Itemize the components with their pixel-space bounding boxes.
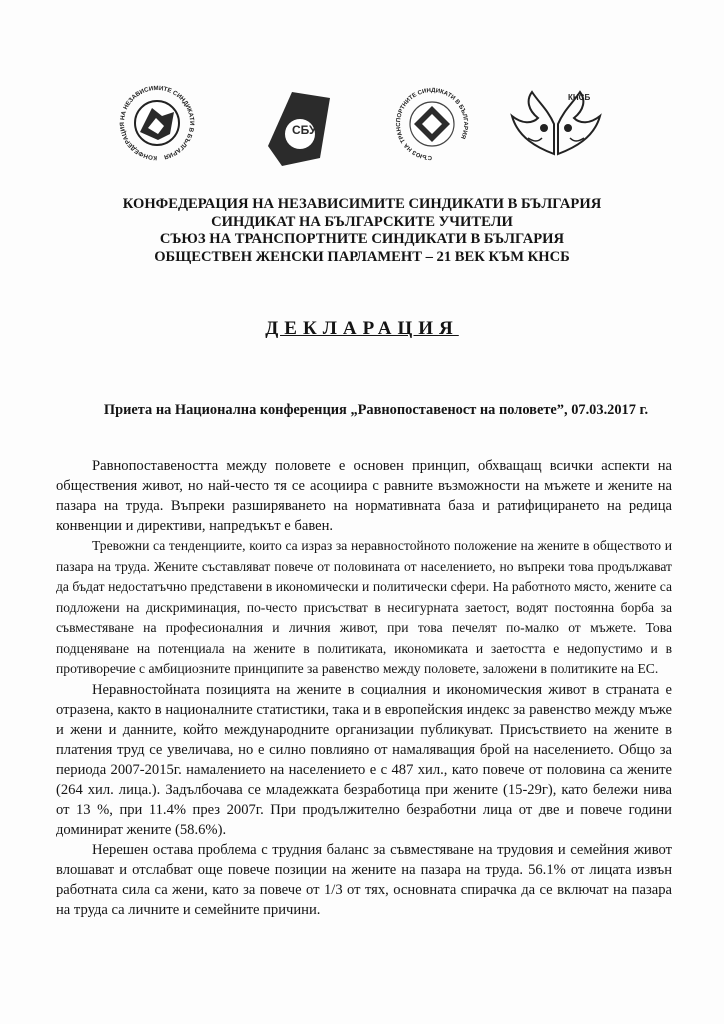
organization-line: СИНДИКАТ НА БЪЛГАРСКИТЕ УЧИТЕЛИ <box>211 213 513 230</box>
stsb-logo-text: СЪЮЗ НА ТРАНСПОРТНИТЕ СИНДИКАТИ В БЪЛГАРИЯ <box>396 87 469 161</box>
body-paragraph: Нерешен остава проблема с трудния баланс за съвместяване на трудовия и семейния живот влошават и отслабват още повече позиции на жените на пазара на труда. 56.1% от лицата извън работната сила са жени, като за повече от 1/3 от тях, основната спирачка да се включат на пазара на труда са личните и семейните причини. <box>56 841 672 918</box>
document-title: ДЕКЛАРАЦИЯ <box>265 318 459 339</box>
organization-line: ОБЩЕСТВЕН ЖЕНСКИ ПАРЛАМЕНТ – 21 ВЕК КЪМ КНСБ <box>154 248 570 265</box>
sbu-logo <box>262 88 334 170</box>
organizations-header <box>0 196 724 266</box>
body-paragraph: Равнопоставеността между половете е основен принцип, обхващащ всички аспекти на обществения живот, но най-често тя се асоциира с равните възможности на мъжете и жените на пазара на труда. Въпреки разширяването на нормативната база и ратифицирането на редица конвенции и директиви, напредъкът е бавен. <box>56 458 672 534</box>
body-paragraph: Неравностойната позицията на жените в социалния и икономическия живот в страната е отразена, както в националните статистики, така и в европейския индекс за равенство между мъже и жени и данните, който международните организации публикуват. Присъствието на жените в платения труд се увеличава, но е силно повлияно от намаляващия брой на населението. Общо за периода 2007-2015г. намалението на населението е с 487 хил., като повече от половина са жените (264 хил. лица.). Задълбочава се младежката безработица при жените (15-29г), като бележи нива от 13 %, при 11.4% през 2007г. При продължително безработни лица от две и повече години доминират жените (58.6%). <box>56 681 672 838</box>
logos-row <box>0 68 724 178</box>
wings-logo-text: КНСБ <box>568 93 591 102</box>
stsb-logo <box>392 84 472 164</box>
knsb-logo <box>118 82 196 164</box>
organization-line: КОНФЕДЕРАЦИЯ НА НЕЗАВИСИМИТЕ СИНДИКАТИ В БЪЛГАРИЯ <box>122 196 602 212</box>
knsb-logo-text: КОНФЕДЕРАЦИЯ НА НЕЗАВИСИМИТЕ СИНДИКАТИ В БЪЛГАРИЯ <box>118 84 196 162</box>
organization-line: СЪЮЗ НА ТРАНСПОРТНИТЕ СИНДИКАТИ В БЪЛГАРИЯ <box>159 231 565 247</box>
body-paragraph: Тревожни са тенденциите, които са израз за неравностойното положение на жените в обществото и пазара на труда. Жените съставляват повече от половината от населението, но въпреки това продължават да бъдат недостатъчно представени в икономически и политически сфери. На работното място, жените са подложени на дискриминация, по-често присъстват в несигурната заетост, водят постоянна борба за съвместяване на професионалния и личния живот, при това печелят по-малко от мъжете. Това подценяване на потенциала на жените в политиката, икономиката и заетостта е недопустимо и в противоречие с амбициозните принципите за равенство между половете, заложени в политиките на ЕС. <box>56 538 672 676</box>
document-subtitle: Приета на Национална конференция „Равнопоставеност на половете”, 07.03.2017 г. <box>103 402 649 418</box>
wings-logo <box>508 88 604 168</box>
sbu-logo-text: СБУ <box>292 123 317 137</box>
document-body <box>56 456 672 920</box>
